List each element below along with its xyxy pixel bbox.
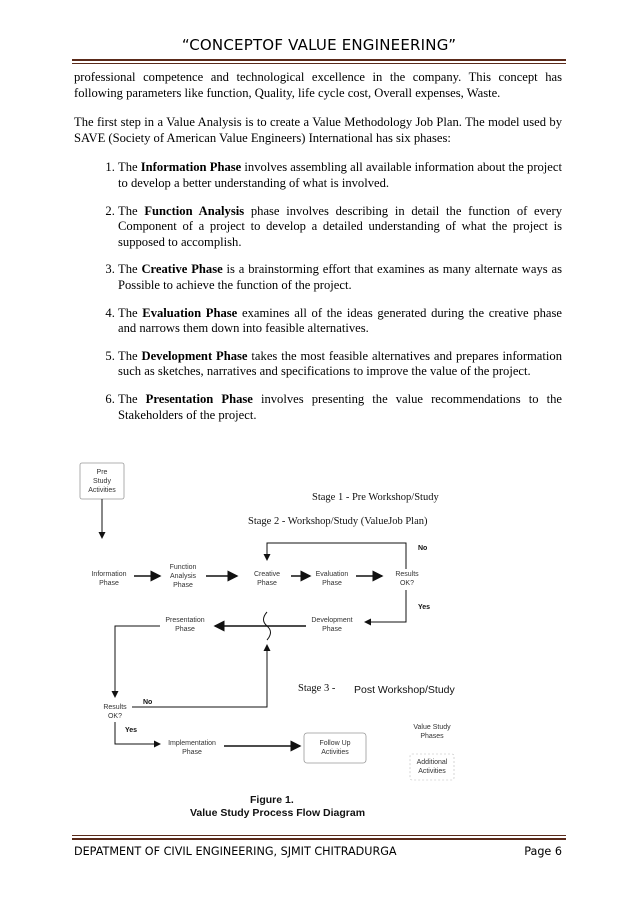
post-workshop-label: Post Workshop/Study <box>354 684 455 696</box>
results-top-node <box>395 571 419 587</box>
followup-line1: Follow Up <box>319 740 351 747</box>
stage3-label: Stage 3 - <box>298 683 336 694</box>
yes-label-top: Yes <box>418 604 431 611</box>
implementation-phase-node <box>168 740 216 756</box>
legend-value-study-line2: Phases <box>420 733 444 740</box>
presentation-phase-node <box>165 617 204 633</box>
evaluation-phase-node <box>316 571 349 587</box>
pre-study-line3: Activities <box>88 487 116 494</box>
svg-text:OK?: OK? <box>107 713 123 720</box>
svg-text:Evaluation: Evaluation <box>315 571 349 578</box>
header-rule <box>72 59 566 61</box>
svg-text:Results: Results <box>103 704 127 711</box>
legend-additional-box <box>410 754 454 780</box>
value-study-flow-diagram <box>70 452 470 830</box>
pre-study-line2: Study <box>93 478 111 485</box>
svg-text:Phase: Phase <box>322 580 342 587</box>
page-header-title: “CONCEPTOF VALUE ENGINEERING” <box>181 36 457 54</box>
yes-path-to-development <box>365 590 406 622</box>
followup-line2: Activities <box>321 749 349 756</box>
paragraph-job-plan: The first step in a Value Analysis is to create a Value Methodology Job Plan. The model used by SAVE (Society of American Value Engineers) International has six phases: <box>74 115 562 145</box>
svg-text:Phase: Phase <box>322 626 342 633</box>
phase-item-creative: 3. The Creative Phase is a brainstorming effort that examines as many alternate ways as Possible to achieve the function of the project. <box>118 262 562 293</box>
phase-item-development: 5. The Development Phase takes the most feasible alternatives and prepares information such as sketches, narratives and specifications to improve the value of the project. <box>118 349 562 380</box>
stage1-label: Stage 1 - Pre Workshop/Study <box>312 492 439 503</box>
pre-study-line1: Pre <box>96 469 108 476</box>
information-phase-node <box>91 571 126 587</box>
footer-rule-thin <box>72 835 566 836</box>
creative-phase-node <box>254 571 280 587</box>
function-analysis-node <box>170 564 197 589</box>
yes-label-bottom: Yes <box>125 727 138 734</box>
svg-text:Implementation: Implementation <box>168 740 216 747</box>
phase-item-function-analysis: 2. The Function Analysis phase involves describing in detail the function of every Component of a project to develop a detailed understanding of what the project is supposed to accomplish. <box>118 204 562 251</box>
phase-item-presentation: 6. The Presentation Phase involves presenting the value recommendations to the Stakeholders of the project. <box>118 392 562 423</box>
figure-caption: Value Study Process Flow Diagram <box>190 807 366 819</box>
paragraph-parameters: professional competence and technological excellence in the company. This concept has following parameters like function, Quality, life cycle cost, Overall expenses, Waste. <box>74 70 562 100</box>
svg-text:Presentation: Presentation <box>165 617 205 624</box>
footer-department: DEPATMENT OF CIVIL ENGINEERING, SJMIT CHITRADURGA <box>74 845 397 858</box>
development-phase-node <box>311 617 352 633</box>
phase-item-evaluation: 4. The Evaluation Phase examines all of the ideas generated during the creative phase and narrows them down into feasible alternatives. <box>118 306 562 337</box>
arrow-presentation-to-results <box>115 626 160 697</box>
svg-text:Results: Results <box>395 571 419 578</box>
phases-list <box>74 160 562 423</box>
svg-text:Function: Function <box>169 564 197 571</box>
yes-path-to-implementation <box>115 722 160 744</box>
svg-text:Creative: Creative <box>253 571 281 578</box>
header-rule-thin <box>72 63 566 64</box>
no-loop-top <box>267 543 406 569</box>
svg-text:Phase: Phase <box>173 582 193 589</box>
svg-text:Development: Development <box>311 617 353 624</box>
svg-text:Phase: Phase <box>99 580 119 587</box>
svg-text:Phase: Phase <box>182 749 202 756</box>
results-bottom-node <box>103 704 127 720</box>
no-label-top: No <box>418 545 428 552</box>
page-body <box>74 70 562 435</box>
legend-value-study-line1: Value Study <box>413 724 451 731</box>
svg-text:Information: Information <box>91 571 127 578</box>
footer-page-number: Page 6 <box>524 845 562 858</box>
legend-additional-line1: Additional <box>416 759 448 766</box>
phase-item-information: 1. The Information Phase involves assembling all available information about the project to develop a better understanding of what is involved. <box>118 160 562 191</box>
svg-text:Phase: Phase <box>257 580 277 587</box>
svg-text:Phase: Phase <box>175 626 195 633</box>
followup-box <box>304 733 366 763</box>
figure-number: Figure 1. <box>250 794 294 806</box>
no-label-bottom: No <box>143 699 153 706</box>
legend-additional-line2: Activities <box>418 768 446 775</box>
svg-text:Analysis: Analysis <box>169 573 197 580</box>
stage2-label: Stage 2 - Workshop/Study (ValueJob Plan) <box>248 516 428 527</box>
footer-rule <box>72 838 566 840</box>
svg-text:OK?: OK? <box>399 580 415 587</box>
